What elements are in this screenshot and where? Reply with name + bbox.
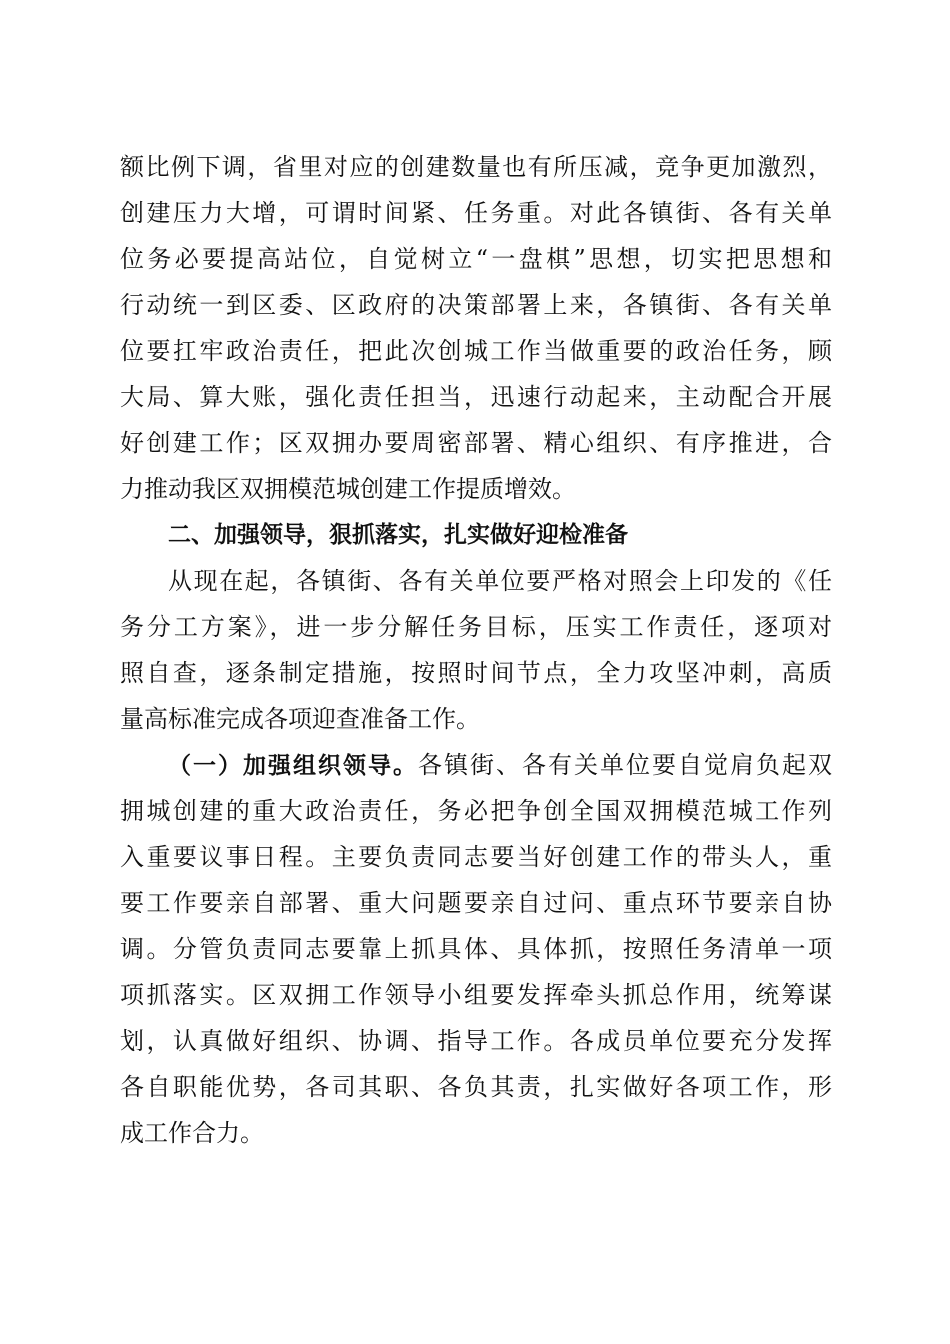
text-line: 量高标准完成各项迎查准备工作。 (120, 705, 480, 733)
text-line: 好创建工作；区双拥办要周密部署、精心组织、有序推进，合 (120, 429, 832, 457)
subsection-lead: （一）加强组织领导。 (168, 753, 418, 779)
text-line: 力推动我区双拥模范城创建工作提质增效。 (120, 475, 576, 503)
text-line: 要工作要亲自部署、重大问题要亲自过问、重点环节要亲自协 (120, 889, 832, 917)
paragraph-organization (120, 742, 832, 1156)
text-fragment: 各镇街、各有关单位要自觉肩负起双 (418, 751, 832, 779)
text-line: 成工作合力。 (120, 1119, 264, 1147)
text-line: 从现在起，各镇街、各有关单位要严格对照会上印发的《任 (168, 567, 832, 595)
document-body (120, 144, 832, 1156)
section-heading: 二、加强领导，狠抓落实，扎实做好迎检准备 (168, 522, 628, 548)
text-line: 行动统一到区委、区政府的决策部署上来，各镇街、各有关单 (120, 291, 832, 319)
text-line: 额比例下调，省里对应的创建数量也有所压减，竞争更加激烈， (120, 153, 832, 181)
text-line (120, 742, 832, 788)
text-line: 位务必要提高站位，自觉树立“一盘棋”思想，切实把思想和 (120, 245, 832, 273)
text-line: 项抓落实。区双拥工作领导小组要发挥牵头抓总作用，统筹谋 (120, 981, 832, 1009)
text-line: 照自查，逐条制定措施，按照时间节点，全力攻坚冲刺，高质 (120, 659, 832, 687)
text-line: 调。分管负责同志要靠上抓具体、具体抓，按照任务清单一项 (120, 935, 832, 963)
text-line: 大局、算大账，强化责任担当，迅速行动起来，主动配合开展 (120, 383, 832, 411)
text-line: 划，认真做好组织、协调、指导工作。各成员单位要充分发挥 (120, 1027, 832, 1055)
text-line: 各自职能优势，各司其职、各负其责，扎实做好各项工作，形 (120, 1073, 832, 1101)
text-line: 拥城创建的重大政治责任，务必把争创全国双拥模范城工作列 (120, 797, 832, 825)
text-line: 位要扛牢政治责任，把此次创城工作当做重要的政治任务，顾 (120, 337, 832, 365)
text-line: 入重要议事日程。主要负责同志要当好创建工作的带头人，重 (120, 843, 832, 871)
text-line: 创建压力大增，可谓时间紧、任务重。对此各镇街、各有关单 (120, 199, 832, 227)
text-line: 务分工方案》，进一步分解任务目标，压实工作责任，逐项对 (120, 613, 832, 641)
paragraph-intro (120, 558, 832, 742)
paragraph-continuation (120, 144, 832, 512)
